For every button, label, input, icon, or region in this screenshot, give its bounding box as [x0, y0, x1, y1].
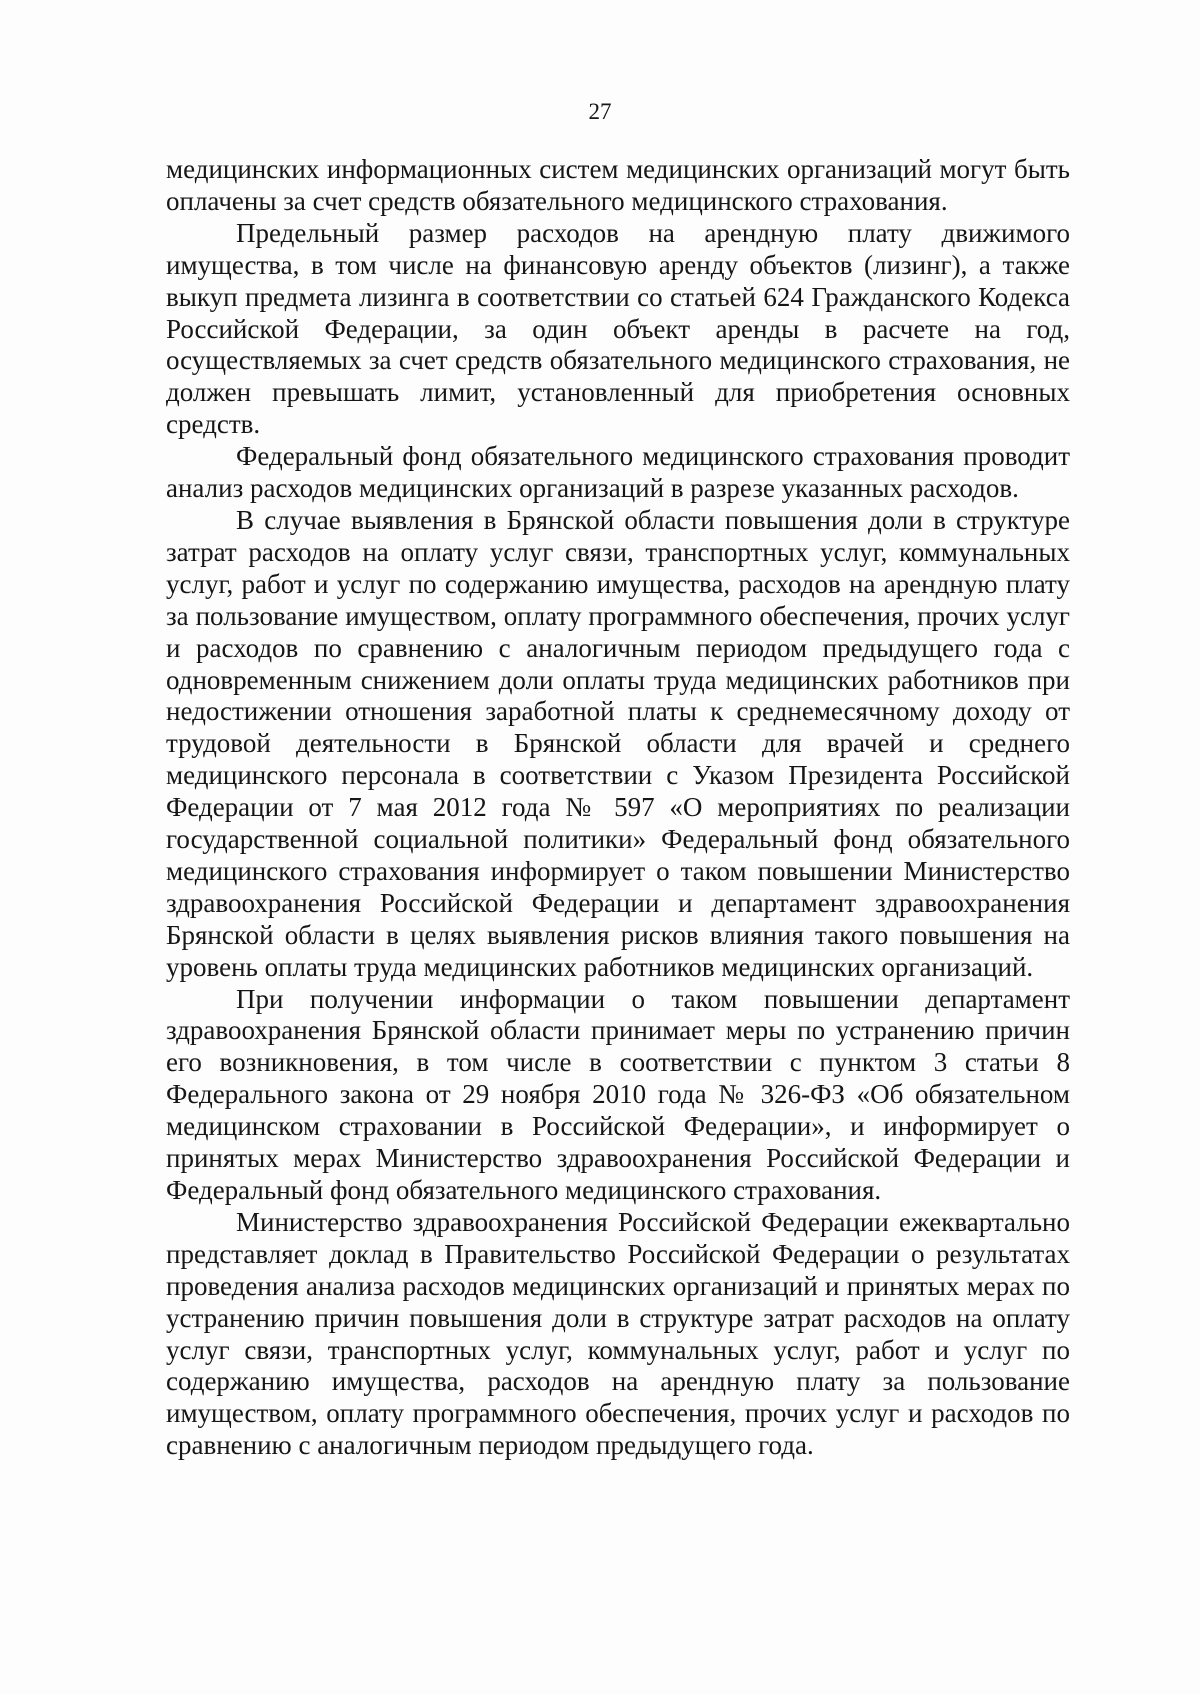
paragraph-cost-increase: В случае выявления в Брянской области повышения доли в структуре затрат расходов на оплату услуг связи, транспортных услуг, коммунальных услуг, работ и услуг по содержанию имущества, расходов на арендную плату за пользование имуществом, оплату программного обеспечения, прочих услуг и расходов по сравнению с аналогичным периодом предыдущего года с одновременным снижением доли оплаты труда медицинских работников при недостижении отношения заработной платы к среднемесячному доходу от трудовой деятельности в Брянской области для врачей и среднего медицинского персонала в соответствии с Указом Президента Российской Федерации от 7 мая 2012 года № 597 «О мероприятиях по реализации государственной социальной политики» Федеральный фонд обязательного медицинского страхования информирует о таком повышении Министерство здравоохранения Российской Федерации и департамент здравоохранения Брянской области в целях выявления рисков влияния такого повышения на уровень оплаты труда медицинских работников медицинских организаций. [166, 504, 1070, 982]
paragraph-lease-limit: Предельный размер расходов на арендную плату движимого имущества, в том числе на финансовую аренду объектов (лизинг), а также выкуп предмета лизинга в соответствии со статьей 624 Гражданского Кодекса Российской Федерации, за один объект аренды в расчете на год, осуществляемых за счет средств обязательного медицинского страхования, не должен превышать лимит, установленный для приобретения основных средств. [166, 217, 1070, 440]
paragraph-continuation: медицинских информационных систем медицинских организаций могут быть оплачены за счет средств обязательного медицинского страхования. [166, 154, 1070, 216]
document-body [166, 154, 1070, 1462]
paragraph-fund-analysis: Федеральный фонд обязательного медицинского страхования проводит анализ расходов медицинских организаций в разрезе указанных расходов. [166, 441, 1070, 504]
paragraph-department-measures: При получении информации о таком повышении департамент здравоохранения Брянской области принимает меры по устранению причин его возникновения, в том числе в соответствии с пунктом 3 статьи 8 Федерального закона от 29 ноября 2010 года № 326-ФЗ «Об обязательном медицинском страховании в Российской Федерации», и информирует о принятых мерах Министерство здравоохранения Российской Федерации и Федеральный фонд обязательного медицинского страхования. [166, 983, 1070, 1205]
paragraph-ministry-report: Министерство здравоохранения Российской Федерации ежеквартально представляет доклад в Правительство Российской Федерации о результатах проведения анализа расходов медицинских организаций и принятых мерах по устранению причин повышения доли в структуре затрат расходов на оплату услуг связи, транспортных услуг, коммунальных услуг, работ и услуг по содержанию имущества, расходов на арендную плату за пользование имуществом, оплату программного обеспечения, прочих услуг и расходов по сравнению с аналогичным периодом предыдущего года. [166, 1206, 1070, 1461]
page-number: 27 [588, 99, 612, 124]
